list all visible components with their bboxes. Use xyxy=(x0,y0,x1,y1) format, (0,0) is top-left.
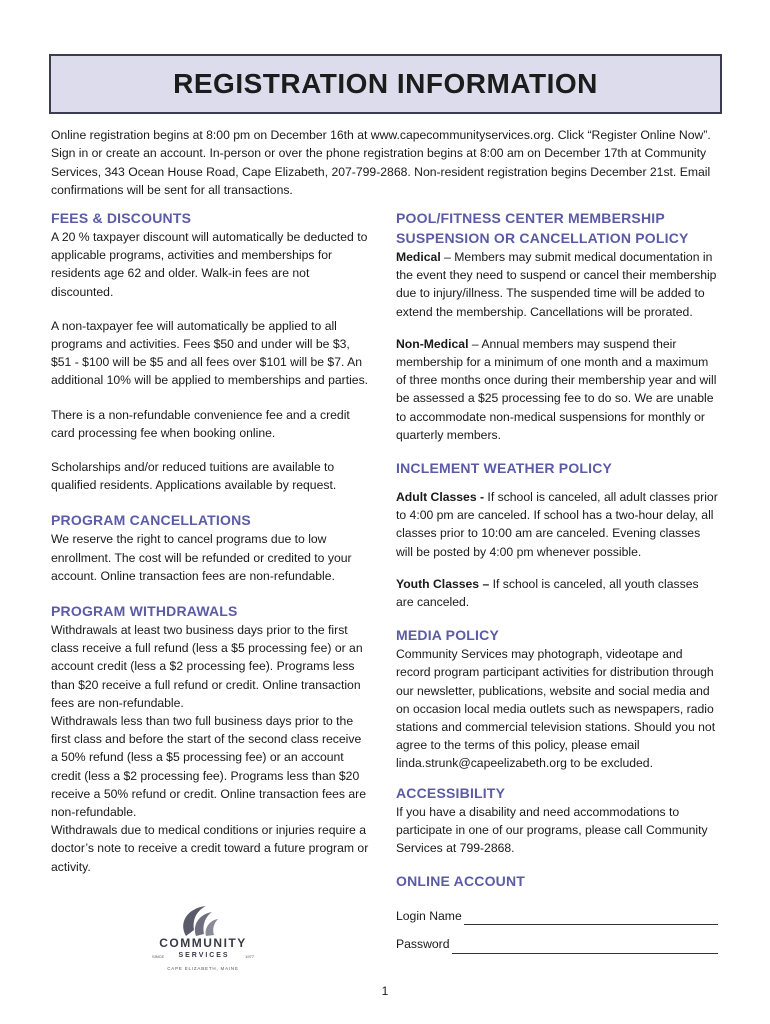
media-policy-paragraph: Community Services may photograph, videotape and record program participant activities for distribution through our newsletter, publications, website and social media and on occasion local media outlets such as newspapers, radio stations and commercial television stations. Should you not agree to the terms of this policy, please email linda.strunk@capeelizabeth.org to be excluded. xyxy=(396,647,716,771)
logo-since-right: 1977 xyxy=(245,954,254,959)
youth-classes-label: Youth Classes – xyxy=(396,576,490,591)
nonmedical-paragraph xyxy=(396,335,718,444)
cancellations-heading: PROGRAM CANCELLATIONS xyxy=(51,512,251,529)
password-field[interactable] xyxy=(396,935,718,953)
accessibility-heading: ACCESSIBILITY xyxy=(396,784,506,801)
cancellations-paragraph: We reserve the right to cancel programs due to low enrollment. The cost will be refunded or credited to your account. Online transaction fees are non-refundable. xyxy=(51,532,352,583)
adult-classes-text: If school is canceled, all adult classes prior to 4:00 pm are canceled. If school has a two-hour delay, all classes prior to 10:00 am are canceled. Evening classes will be posted by 4:00 pm whenever possible. xyxy=(396,490,718,559)
youth-classes-text: If school is canceled, all youth classes are canceled. xyxy=(396,576,699,610)
media-policy-heading: MEDIA POLICY xyxy=(396,627,499,644)
title-banner xyxy=(49,54,722,114)
fees-heading: FEES & DISCOUNTS xyxy=(51,210,192,226)
weather-heading: INCLEMENT WEATHER POLICY xyxy=(396,460,613,477)
fees-paragraph-3: There is a non-refundable convenience fee and a credit card processing fee when booking online. xyxy=(51,407,350,440)
logo-location: CAPE ELIZABETH, MAINE xyxy=(167,966,239,971)
medical-label: Medical xyxy=(396,250,441,264)
password-line[interactable] xyxy=(452,941,718,954)
logo-word-services: S E R V I C E S xyxy=(178,952,228,959)
right-column xyxy=(396,208,718,954)
adult-classes-label: Adult Classes - xyxy=(396,490,485,505)
nonmedical-label: Non-Medical xyxy=(396,336,469,351)
left-column xyxy=(51,208,369,876)
accessibility-paragraph: If you have a disability and need accommodations to participate in one of our programs, please call Community Services at 799-2868. xyxy=(396,804,708,856)
withdrawals-paragraph-1: Withdrawals at least two business days prior to the first class receive a full refund (less a $5 processing fee) or an account credit (less a $2 processing fee). Programs less than $20 receive a full refund or credit. Online transaction fees are non-refundable. xyxy=(51,623,363,710)
login-name-label: Login Name xyxy=(396,909,462,924)
nonmedical-text: – Annual members may suspend their membership for a minimum of one month and a maximum of three months once during their membership year and will be assessed a $25 processing fee to do so. We are unable to accommodate non-medical suspensions for monthly or quarterly members. xyxy=(396,336,717,442)
community-services-logo xyxy=(148,902,258,976)
page-title: REGISTRATION INFORMATION xyxy=(173,68,598,99)
logo-word-community: COMMUNITY xyxy=(159,936,247,950)
logo-since-left: SINCE xyxy=(152,954,165,959)
medical-paragraph xyxy=(396,248,718,321)
adult-classes-paragraph xyxy=(396,488,718,561)
login-name-line[interactable] xyxy=(464,912,718,925)
fees-paragraph-1: A 20 % taxpayer discount will automatically be deducted to applicable programs, activities and memberships for residents age 62 and older. Walk-in fees are not discounted. xyxy=(51,230,368,299)
intro-paragraph: Online registration begins at 8:00 pm on December 16th at www.capecommunityservices.org. Click “Register Online Now”. Sign in or create an account. In-person or over the phone registration begins at 8:00 am on December 17th at Community Services, 343 Ocean House Road, Cape Elizabeth, 207-799-2868. Non-resident registration begins December 21st. Email confirmations will be sent for all transactions. xyxy=(51,128,711,197)
password-label: Password xyxy=(396,937,450,952)
withdrawals-paragraph-3: Withdrawals due to medical conditions or injuries require a doctor’s note to receive a credit toward a future program or activity. xyxy=(51,823,369,874)
withdrawals-paragraph-2: Withdrawals less than two full business days prior to the first class and before the start of the second class receive a 50% refund (less a $5 processing fee) or an account credit (less a $2 processing fee). Programs less than $20 receive a 50% refund or credit. Online transaction fees are non-refundable. xyxy=(51,714,367,820)
withdrawals-heading: PROGRAM WITHDRAWALS xyxy=(51,603,238,620)
page-number: 1 xyxy=(381,984,389,998)
fees-paragraph-2: A non-taxpayer fee will automatically be applied to all programs and activities. Fees $50 and under will be $3, $51 - $100 will be $5 and all fees over $101 will be $7. An additional 10% will be applied to memberships and parties. xyxy=(51,318,369,388)
pool-policy-heading: POOL/FITNESS CENTER MEMBERSHIP SUSPENSION OR CANCELLATION POLICY xyxy=(396,210,689,246)
online-account-heading: ONLINE ACCOUNT xyxy=(396,873,526,890)
youth-classes-paragraph xyxy=(396,575,718,611)
medical-text: – Members may submit medical documentation in the event they need to suspend or cancel their membership due to injury/illness. The suspended time will be added to extend the membership. Cancellations will be prorated. xyxy=(396,250,717,319)
login-name-field[interactable] xyxy=(396,907,718,925)
fees-paragraph-4: Scholarships and/or reduced tuitions are available to qualified residents. Applications available by request. xyxy=(51,460,337,493)
